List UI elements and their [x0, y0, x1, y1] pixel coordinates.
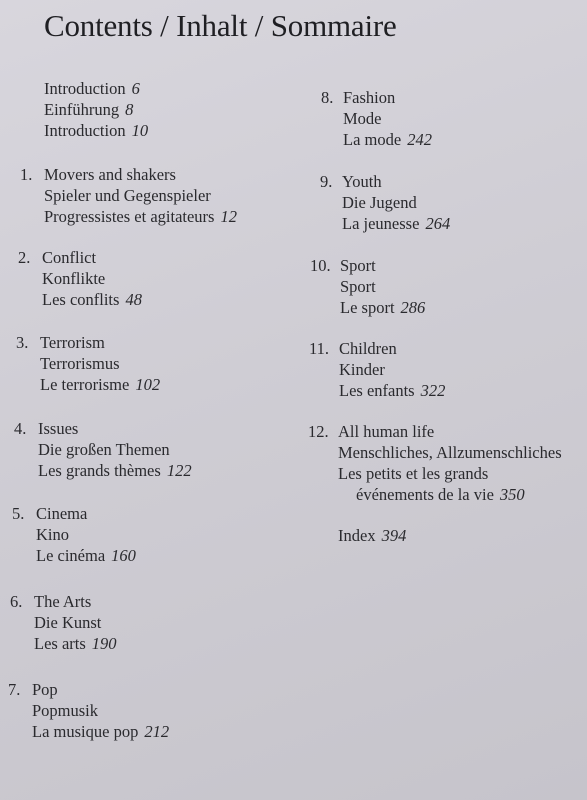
section-7: 7. Pop Popmusik La musique pop 212	[8, 680, 170, 741]
intro-item-fr: Introduction 10	[44, 121, 149, 140]
section-5: 5. Cinema Kino Le cinéma 160	[12, 504, 136, 565]
page-title: Contents / Inhalt / Sommaire	[44, 8, 397, 43]
section-1: 1. Movers and shakers Spieler und Gegenspieler Progressistes et agitateurs 12	[20, 165, 237, 226]
intro-item-en: Introduction 6	[44, 79, 140, 98]
section-4: 4. Issues Die großen Themen Les grands thèmes 122	[14, 419, 192, 480]
section-11: 11. Children Kinder Les enfants 322	[309, 339, 446, 400]
section-3: 3. Terrorism Terrorismus Le terrorisme 102	[16, 333, 161, 394]
intro-item-de: Einführung 8	[44, 100, 134, 119]
section-12: 12. All human life Menschliches, Allzumenschliches Les petits et les grands événements de la vie 350	[308, 422, 562, 504]
section-2: 2. Conflict Konflikte Les conflits 48	[18, 248, 142, 309]
section-9: 9. Youth Die Jugend La jeunesse 264	[320, 172, 451, 233]
section-8: 8. Fashion Mode La mode 242	[321, 88, 432, 149]
intro-list	[44, 78, 148, 141]
section-6: 6. The Arts Die Kunst Les arts 190	[10, 592, 117, 653]
section-10: 10. Sport Sport Le sport 286	[310, 256, 426, 317]
index-entry: Index 394	[338, 526, 407, 545]
